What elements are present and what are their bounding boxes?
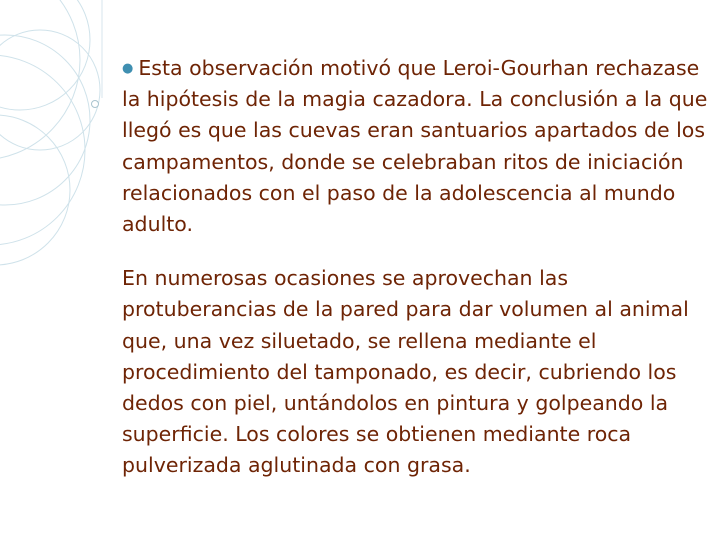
slide-body	[122, 53, 718, 482]
paragraph-2: En numerosas ocasiones se aprovechan las protuberancias de la pared para dar volumen al animal que, una vez siluetado, se rellena mediante el procedimiento del tamponado, es decir, cubriendo los dedos con piel, untándolos en pintura y golpeando la superficie. Los colores se obtienen mediante roca pulverizada aglutinada con grasa.	[122, 266, 689, 478]
paragraph-1	[122, 53, 718, 240]
paragraph-1-text: Esta observación motivó que Leroi-Gourhan rechazase la hipótesis de la magia cazadora. La conclusión a la que llegó es que las cuevas eran santuarios apartados de los campamentos, donde se celebraban ritos de iniciación relacionados con el paso de la adolescencia al mundo adulto.	[122, 56, 708, 237]
deco-circle-3	[0, 0, 80, 160]
deco-small-ring-icon	[92, 101, 99, 108]
bullet-dot-icon: ●	[122, 61, 134, 76]
deco-circle-4	[0, 0, 90, 110]
deco-circle-2	[0, 35, 90, 205]
